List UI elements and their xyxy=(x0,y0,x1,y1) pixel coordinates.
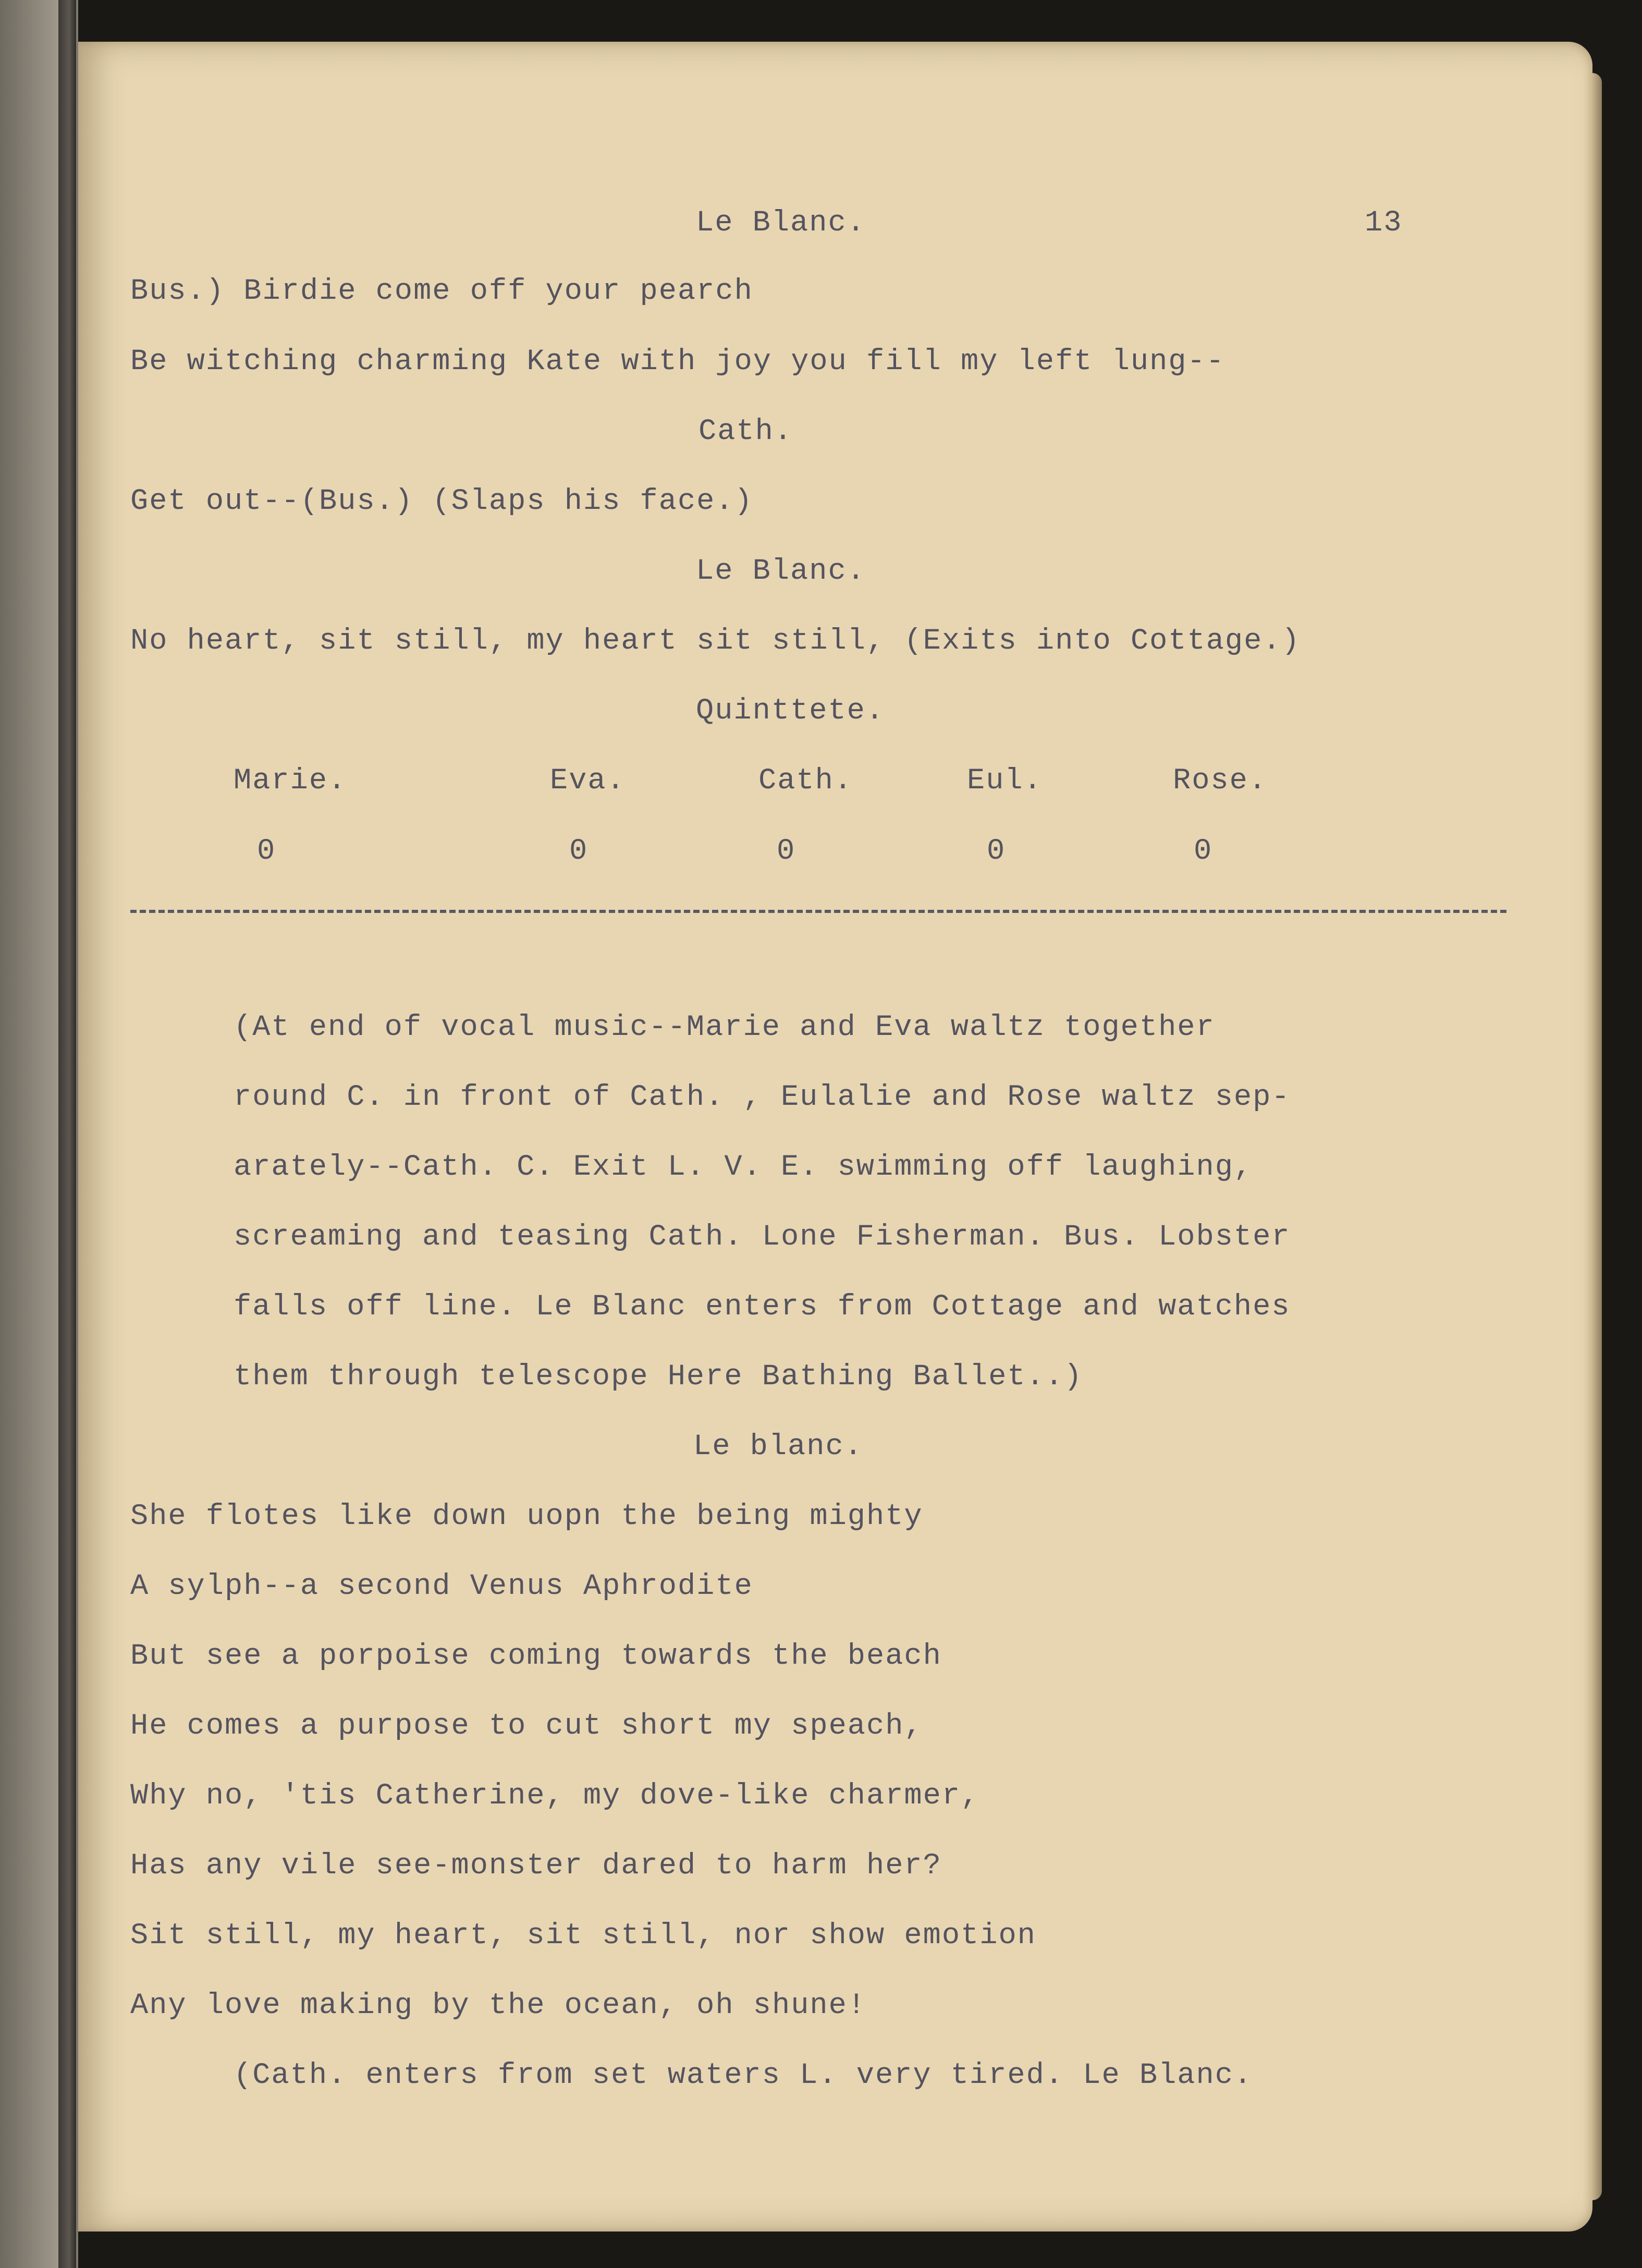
stage-direction-line: round C. in front of Cath. , Eulalie and Rose waltz sep- xyxy=(234,1081,1291,1114)
verse-line: He comes a purpose to cut short my speach, xyxy=(130,1710,923,1743)
script-line: Get out--(Bus.) (Slaps his face.) xyxy=(130,485,753,518)
stage-direction-line: (At end of vocal music--Marie and Eva waltz together xyxy=(234,1011,1215,1044)
script-line: Bus.) Birdie come off your pearch xyxy=(130,275,753,308)
speaker-name: Le Blanc. xyxy=(696,555,866,588)
quintet-mark-cath: 0 xyxy=(777,835,796,868)
script-line: No heart, sit still, my heart sit still, (Exits into Cottage.) xyxy=(130,625,1301,658)
verse-line: Has any vile see-monster dared to harm her? xyxy=(130,1849,942,1883)
speaker-name: Cath. xyxy=(699,415,793,448)
quintet-mark-eva: 0 xyxy=(569,835,589,868)
verse-line: Any love making by the ocean, oh shune! xyxy=(130,1989,867,2022)
stage-direction-line: screaming and teasing Cath. Lone Fisherman. Bus. Lobster xyxy=(234,1221,1291,1254)
verse-line: She flotes like down uopn the being mighty xyxy=(130,1500,923,1533)
quintet-name-eul: Eul. xyxy=(967,764,1043,798)
stage-direction-line: (Cath. enters from set waters L. very tired. Le Blanc. xyxy=(234,2059,1253,2092)
verse-line: Why no, 'tis Catherine, my dove-like charmer, xyxy=(130,1779,980,1813)
quintet-name-cath: Cath. xyxy=(758,764,853,798)
stage-direction-line: falls off line. Le Blanc enters from Cottage and watches xyxy=(234,1290,1291,1324)
running-head: Le Blanc. xyxy=(696,206,866,240)
dashed-rule xyxy=(130,910,1506,913)
stage-direction-line: them through telescope Here Bathing Ballet..) xyxy=(234,1360,1083,1394)
script-line: Be witching charming Kate with joy you fill my left lung-- xyxy=(130,345,1225,379)
page-edge xyxy=(1592,73,1602,2200)
speaker-name: Le blanc. xyxy=(693,1430,863,1464)
quintet-mark-eul: 0 xyxy=(987,835,1006,868)
verse-line: But see a porpoise coming towards the beach xyxy=(130,1640,942,1673)
verse-line: A sylph--a second Venus Aphrodite xyxy=(130,1570,753,1603)
page-number: 13 xyxy=(1365,206,1403,240)
quintet-name-eva: Eva. xyxy=(550,764,626,798)
quintet-name-rose: Rose. xyxy=(1173,764,1268,798)
stage-direction-line: arately--Cath. C. Exit L. V. E. swimming off laughing, xyxy=(234,1151,1253,1184)
verse-line: Sit still, my heart, sit still, nor show emotion xyxy=(130,1919,1036,1953)
quintet-mark-rose: 0 xyxy=(1194,835,1213,868)
quintet-mark-marie: 0 xyxy=(257,835,276,868)
book-gutter xyxy=(58,0,76,2268)
quintet-name-marie: Marie. xyxy=(234,764,347,798)
section-heading: Quinttete. xyxy=(696,694,885,728)
